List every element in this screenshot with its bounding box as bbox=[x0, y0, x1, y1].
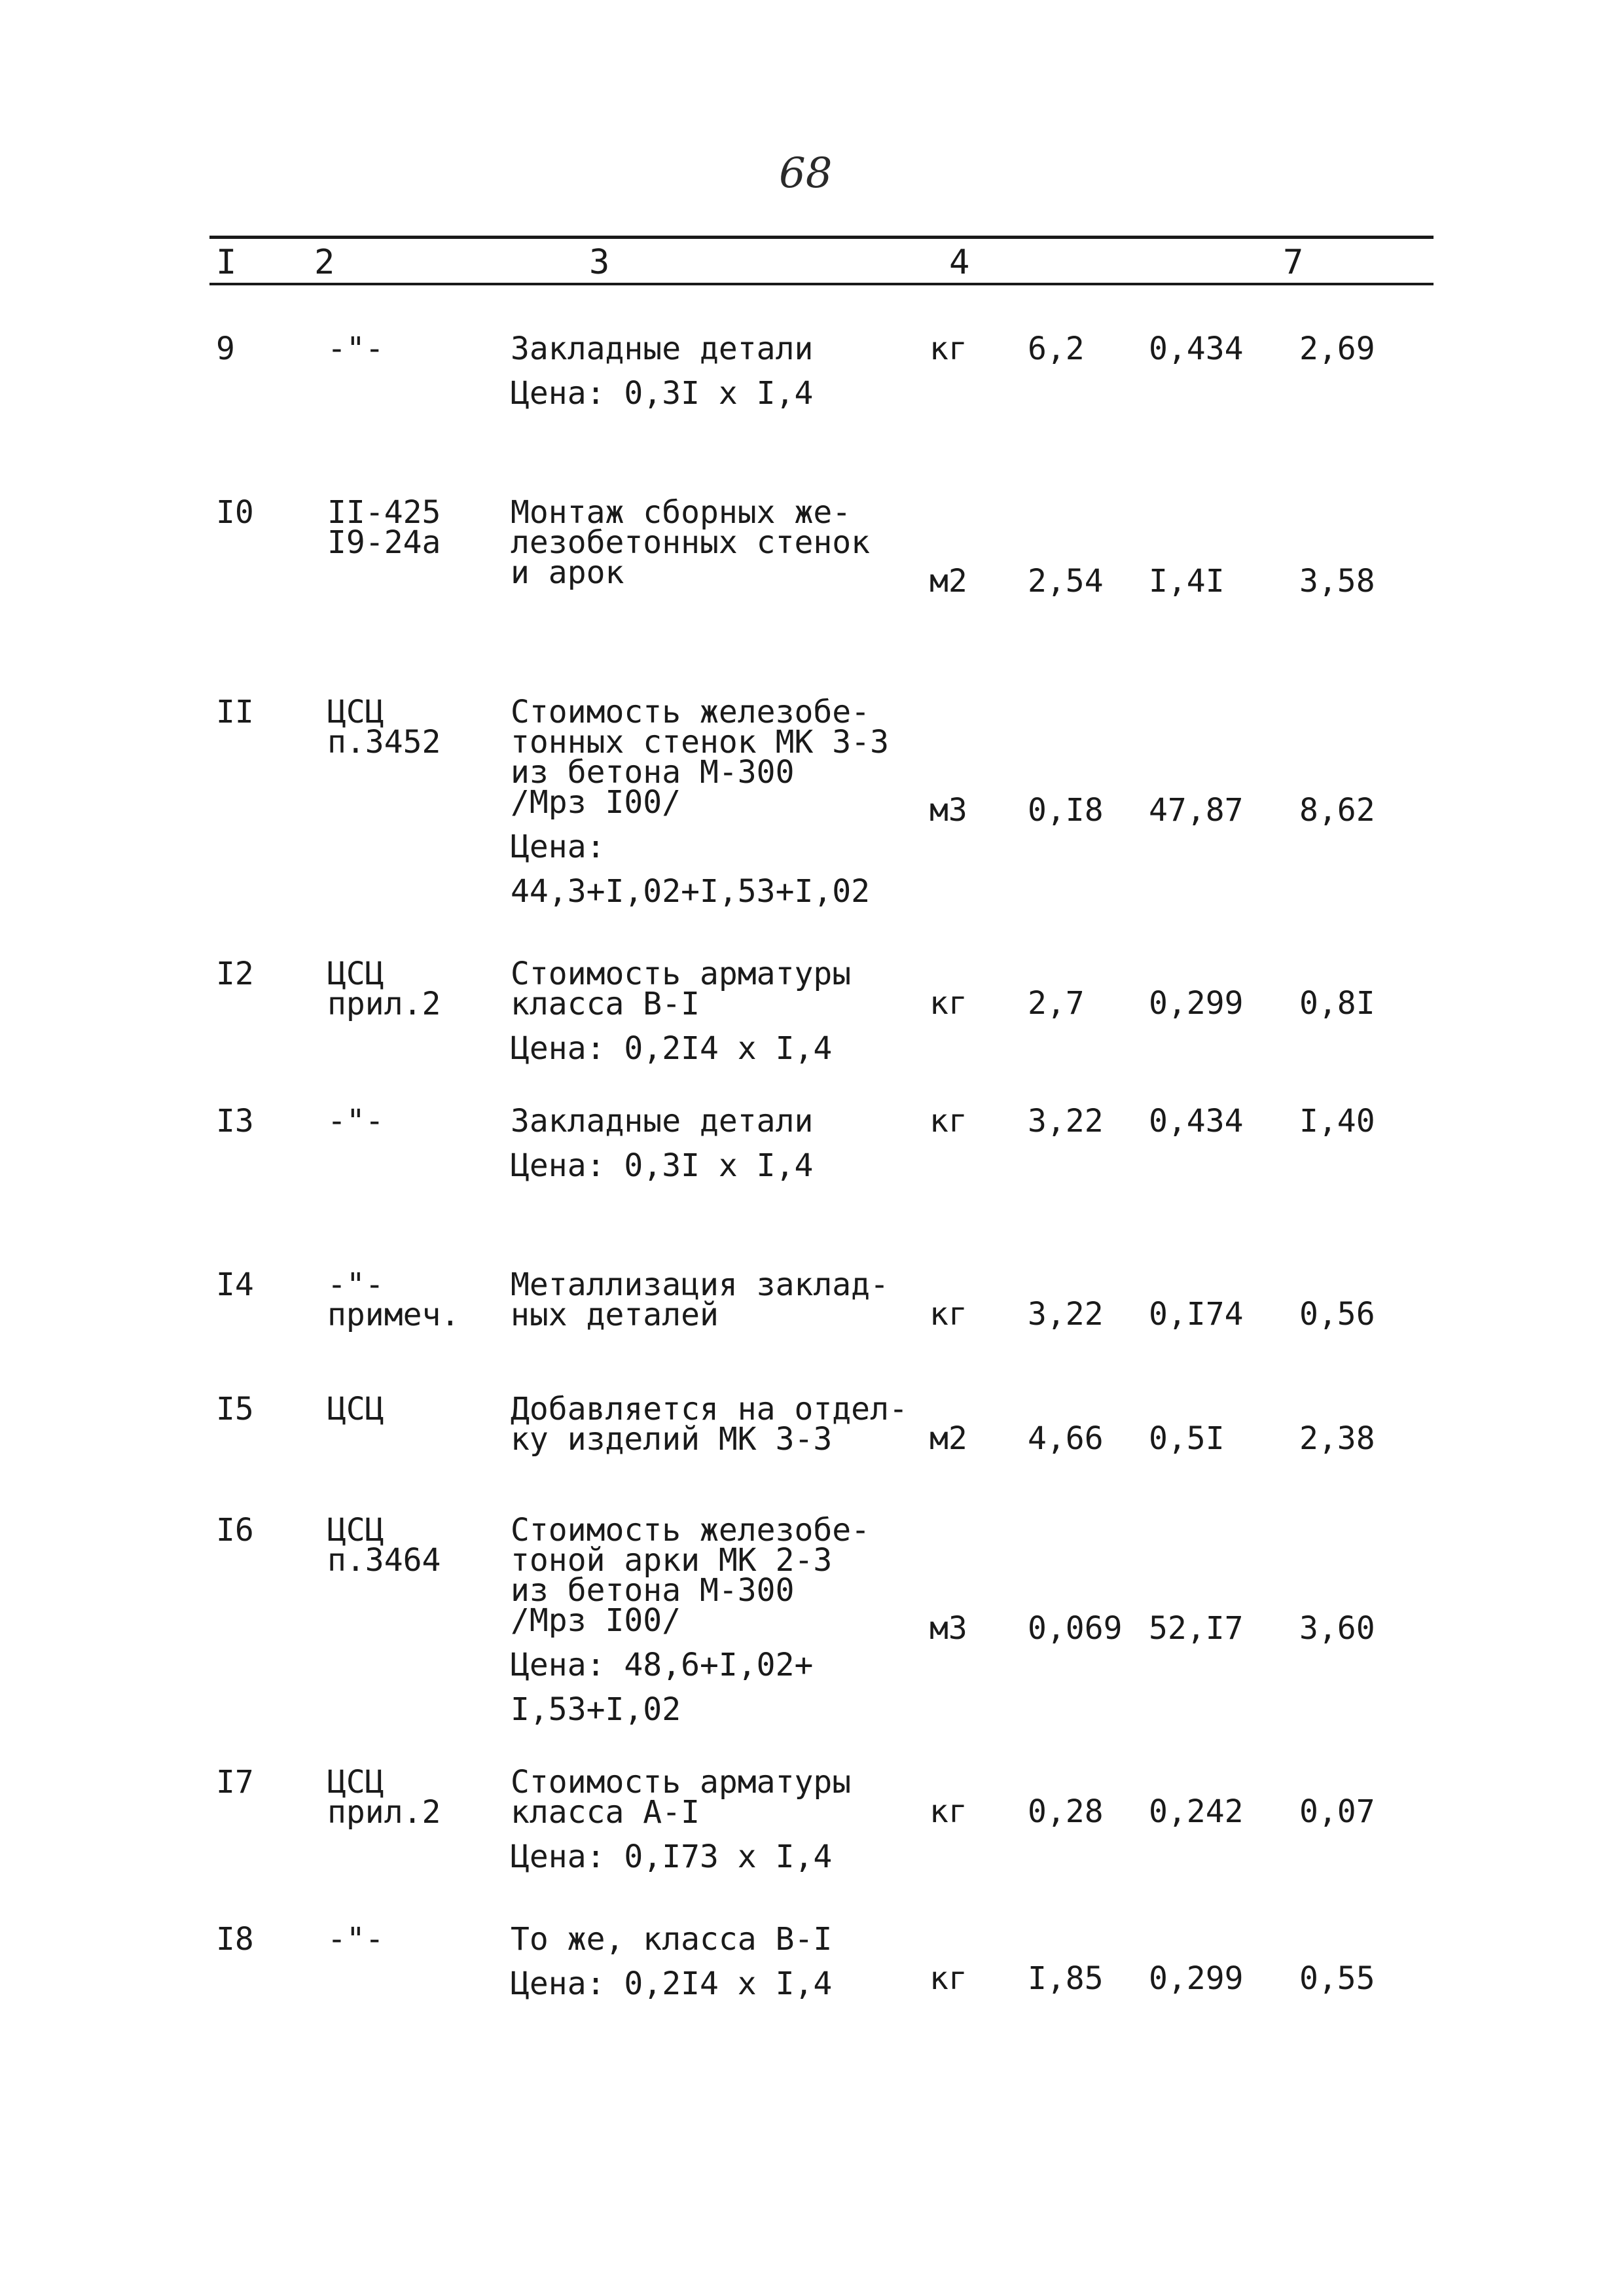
row-number: I5 bbox=[216, 1391, 254, 1427]
price-note-line: Цена: bbox=[511, 829, 605, 865]
row-number: I6 bbox=[216, 1512, 254, 1549]
work-description bbox=[511, 956, 852, 1067]
work-description bbox=[511, 1266, 889, 1333]
quantity: 3,22 bbox=[1028, 1103, 1104, 1139]
norm-reference-line: ЦСЦ bbox=[327, 1764, 384, 1801]
header-c2: 2 bbox=[314, 243, 335, 282]
quantity: 4,66 bbox=[1028, 1420, 1104, 1457]
unit-price: 52,I7 bbox=[1149, 1610, 1244, 1647]
norm-reference-line: примеч. bbox=[327, 1297, 460, 1333]
work-description bbox=[511, 331, 814, 412]
unit-of-measure: кг bbox=[929, 1960, 967, 1997]
work-description bbox=[511, 1391, 908, 1458]
row-number: I3 bbox=[216, 1103, 254, 1139]
description-line: Стоимость железобе- bbox=[511, 1512, 871, 1549]
description-line: класса А-I bbox=[511, 1794, 700, 1831]
description-line: из бетона М-300 bbox=[511, 1572, 795, 1609]
unit-of-measure: кг bbox=[929, 1296, 967, 1333]
total-cost: 0,55 bbox=[1299, 1960, 1375, 1997]
norm-reference bbox=[327, 956, 441, 1022]
norm-reference bbox=[327, 694, 441, 761]
unit-price: 0,299 bbox=[1149, 985, 1244, 1022]
description-line: Металлизация заклад- bbox=[511, 1266, 889, 1303]
total-cost: I,40 bbox=[1299, 1103, 1375, 1139]
header-c7: 7 bbox=[1283, 243, 1304, 282]
description-line: ных деталей bbox=[511, 1297, 719, 1333]
norm-reference-line: ЦСЦ bbox=[327, 694, 384, 730]
norm-reference-line: -"- bbox=[327, 1921, 384, 1958]
description-line: ку изделий МК 3-3 bbox=[511, 1421, 833, 1458]
description-line: Добавляется на отдел- bbox=[511, 1391, 908, 1427]
quantity: I,85 bbox=[1028, 1960, 1104, 1997]
norm-reference-line: п.3464 bbox=[327, 1542, 441, 1579]
total-cost: 2,69 bbox=[1299, 331, 1375, 367]
norm-reference bbox=[327, 1764, 441, 1831]
total-cost: 0,56 bbox=[1299, 1296, 1375, 1333]
quantity: 0,I8 bbox=[1028, 792, 1104, 829]
norm-reference bbox=[327, 1266, 460, 1333]
table-top-rule bbox=[209, 236, 1434, 239]
unit-price: 0,434 bbox=[1149, 331, 1244, 367]
work-description bbox=[511, 1512, 871, 1728]
norm-reference-line: ЦСЦ bbox=[327, 956, 384, 992]
header-c4: 4 bbox=[949, 243, 970, 282]
quantity: 0,069 bbox=[1028, 1610, 1123, 1647]
price-note-line: Цена: 0,2I4 x I,4 bbox=[511, 1965, 833, 2002]
price-note-line: 44,3+I,02+I,53+I,02 bbox=[511, 873, 871, 910]
description-line: тоной арки МК 2-3 bbox=[511, 1542, 833, 1579]
unit-price: 0,242 bbox=[1149, 1793, 1244, 1830]
description-line: лезобетонных стенок bbox=[511, 524, 871, 561]
quantity: 2,54 bbox=[1028, 563, 1104, 600]
norm-reference-line: I9-24а bbox=[327, 524, 441, 561]
description-line: То же, класса В-I bbox=[511, 1921, 833, 1958]
quantity: 3,22 bbox=[1028, 1296, 1104, 1333]
total-cost: 3,60 bbox=[1299, 1610, 1375, 1647]
unit-of-measure: м2 bbox=[929, 563, 967, 600]
description-line: Стоимость арматуры bbox=[511, 956, 852, 992]
total-cost: 0,8I bbox=[1299, 985, 1375, 1022]
work-description bbox=[511, 1921, 833, 2002]
row-number: I4 bbox=[216, 1266, 254, 1303]
description-line: тонных стенок МК 3-3 bbox=[511, 724, 889, 761]
unit-price: I,4I bbox=[1149, 563, 1225, 600]
row-number: I7 bbox=[216, 1764, 254, 1801]
norm-reference bbox=[327, 1512, 441, 1579]
unit-of-measure: кг bbox=[929, 985, 967, 1022]
total-cost: 0,07 bbox=[1299, 1793, 1375, 1830]
norm-reference-line: -"- bbox=[327, 1266, 384, 1303]
norm-reference bbox=[327, 331, 384, 367]
description-line: /Мрз I00/ bbox=[511, 1602, 681, 1639]
row-number: I0 bbox=[216, 494, 254, 531]
unit-of-measure: кг bbox=[929, 1793, 967, 1830]
total-cost: 8,62 bbox=[1299, 792, 1375, 829]
price-note-line: Цена: 0,2I4 x I,4 bbox=[511, 1030, 833, 1067]
norm-reference-line: II-425 bbox=[327, 494, 441, 531]
work-description bbox=[511, 1764, 852, 1875]
unit-price: 0,299 bbox=[1149, 1960, 1244, 1997]
price-note-line: Цена: 48,6+I,02+ bbox=[511, 1647, 814, 1683]
row-number: I2 bbox=[216, 956, 254, 992]
quantity: 2,7 bbox=[1028, 985, 1085, 1022]
unit-price: 0,5I bbox=[1149, 1420, 1225, 1457]
price-note-line: Цена: 0,I73 x I,4 bbox=[511, 1839, 833, 1875]
norm-reference-line: ЦСЦ bbox=[327, 1391, 384, 1427]
unit-of-measure: кг bbox=[929, 331, 967, 367]
unit-price: 0,I74 bbox=[1149, 1296, 1244, 1333]
description-line: /Мрз I00/ bbox=[511, 784, 681, 821]
norm-reference-line: ЦСЦ bbox=[327, 1512, 384, 1549]
norm-reference bbox=[327, 1103, 384, 1139]
norm-reference-line: -"- bbox=[327, 331, 384, 367]
unit-price: 47,87 bbox=[1149, 792, 1244, 829]
description-line: Стоимость арматуры bbox=[511, 1764, 852, 1801]
norm-reference bbox=[327, 1921, 384, 1958]
row-number: I8 bbox=[216, 1921, 254, 1958]
quantity: 0,28 bbox=[1028, 1793, 1104, 1830]
unit-of-measure: м3 bbox=[929, 1610, 967, 1647]
price-note-line: I,53+I,02 bbox=[511, 1691, 681, 1728]
norm-reference-line: п.3452 bbox=[327, 724, 441, 761]
row-number: II bbox=[216, 694, 254, 730]
description-line: Монтаж сборных же- bbox=[511, 494, 852, 531]
work-description bbox=[511, 1103, 814, 1184]
description-line: Закладные детали bbox=[511, 1103, 814, 1139]
unit-of-measure: кг bbox=[929, 1103, 967, 1139]
norm-reference bbox=[327, 1391, 384, 1427]
price-note-line: Цена: 0,3I x I,4 bbox=[511, 1147, 814, 1184]
price-note-line: Цена: 0,3I x I,4 bbox=[511, 375, 814, 412]
unit-of-measure: м3 bbox=[929, 792, 967, 829]
page-number: 68 bbox=[779, 149, 833, 198]
norm-reference-line: -"- bbox=[327, 1103, 384, 1139]
unit-of-measure: м2 bbox=[929, 1420, 967, 1457]
description-line: Закладные детали bbox=[511, 331, 814, 367]
quantity: 6,2 bbox=[1028, 331, 1085, 367]
description-line: и арок bbox=[511, 554, 624, 591]
total-cost: 3,58 bbox=[1299, 563, 1375, 600]
description-line: из бетона М-300 bbox=[511, 754, 795, 791]
header-c3: 3 bbox=[589, 243, 610, 282]
total-cost: 2,38 bbox=[1299, 1420, 1375, 1457]
description-line: класса В-I bbox=[511, 986, 700, 1022]
norm-reference-line: прил.2 bbox=[327, 986, 441, 1022]
header-c1: I bbox=[216, 243, 237, 282]
norm-reference bbox=[327, 494, 441, 561]
description-line: Стоимость железобе- bbox=[511, 694, 871, 730]
work-description bbox=[511, 494, 871, 591]
unit-price: 0,434 bbox=[1149, 1103, 1244, 1139]
table-header-rule bbox=[209, 283, 1434, 285]
norm-reference-line: прил.2 bbox=[327, 1794, 441, 1831]
work-description bbox=[511, 694, 889, 910]
row-number: 9 bbox=[216, 331, 235, 367]
